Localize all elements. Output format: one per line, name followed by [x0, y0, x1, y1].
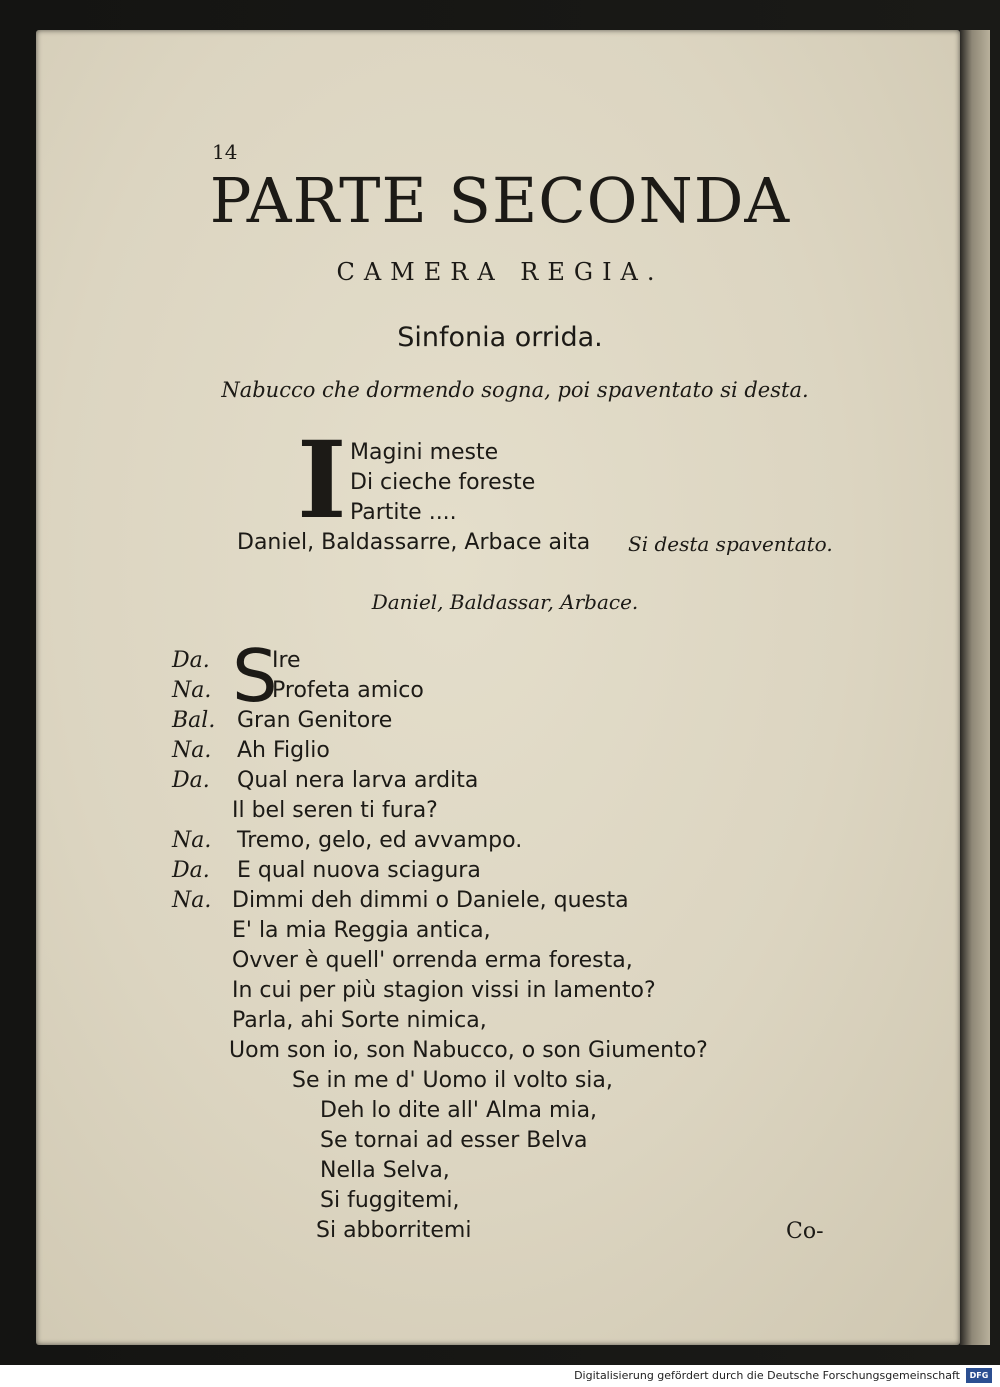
dialogue-line: Tremo, gelo, ed avvampo.: [237, 828, 523, 853]
catchword: Co-: [786, 1219, 824, 1244]
scene-characters: Daniel, Baldassar, Arbace.: [371, 590, 639, 614]
opening-dropcap: I: [297, 417, 347, 542]
dialogue-line: Ah Figlio: [237, 738, 330, 763]
sinfonia-heading: Sinfonia orrida.: [397, 322, 603, 353]
aria-line: Se in me d' Uomo il volto sia,: [292, 1068, 613, 1093]
page-subtitle: CAMERA REGIA.: [336, 258, 664, 286]
opening-last-line: Daniel, Baldassarre, Arbace aita: [237, 530, 591, 555]
dialogue-line: Dimmi deh dimmi o Daniele, questa: [232, 888, 629, 913]
speaker-label: Bal.: [172, 708, 216, 733]
dialogue-line: Ovver è quell' orrenda erma foresta,: [232, 948, 633, 973]
dfg-logo-icon: DFG: [966, 1368, 992, 1383]
dialogue-line: Parla, ahi Sorte nimica,: [232, 1008, 487, 1033]
speaker-label: Na.: [172, 738, 212, 763]
opening-line: Magini meste: [350, 440, 499, 465]
footer-credit: Digitalisierung gefördert durch die Deutsche Forschungsgemeinschaft: [574, 1369, 960, 1382]
dialogue-line: Uom son io, son Nabucco, o son Giumento?: [229, 1038, 708, 1063]
dialogue-line: Qual nera larva ardita: [237, 768, 479, 793]
aria-line: Se tornai ad esser Belva: [320, 1128, 588, 1153]
speaker-label: Na.: [172, 888, 212, 913]
opening-direction: Si desta spaventato.: [628, 532, 833, 556]
speaker-label: Na.: [172, 678, 212, 703]
dialogue-line: E' la mia Reggia antica,: [232, 918, 491, 943]
dialogue-line: E qual nuova sciagura: [237, 858, 481, 883]
dialogue-line: Profeta amico: [272, 678, 424, 703]
page-title: PARTE SECONDA: [209, 164, 791, 237]
dialogue-line: In cui per più stagion vissi in lamento?: [232, 978, 656, 1003]
speaker-label: Da.: [172, 858, 210, 883]
aria-line: Nella Selva,: [320, 1158, 450, 1183]
dialogue-line: Gran Genitore: [237, 708, 393, 733]
page-number: 14: [212, 140, 238, 164]
aria-line: Si fuggitemi,: [320, 1188, 460, 1213]
speaker-label: Da.: [172, 648, 210, 673]
speaker-label: Da.: [172, 768, 210, 793]
dialogue-line: Il bel seren ti fura?: [232, 798, 438, 823]
opening-line: Di cieche foreste: [350, 470, 536, 495]
speaker-label: Na.: [172, 828, 212, 853]
dialogue-line: Ire: [272, 648, 301, 673]
dialogue-dropcap: S: [232, 634, 278, 718]
aria-line: Deh lo dite all' Alma mia,: [320, 1098, 598, 1123]
aria-line: Si abborritemi: [316, 1218, 472, 1243]
opening-line: Partite ....: [350, 500, 457, 525]
digitization-footer: [0, 1365, 1000, 1387]
stage-direction: Nabucco che dormendo sogna, poi spaventato si desta.: [221, 378, 809, 402]
